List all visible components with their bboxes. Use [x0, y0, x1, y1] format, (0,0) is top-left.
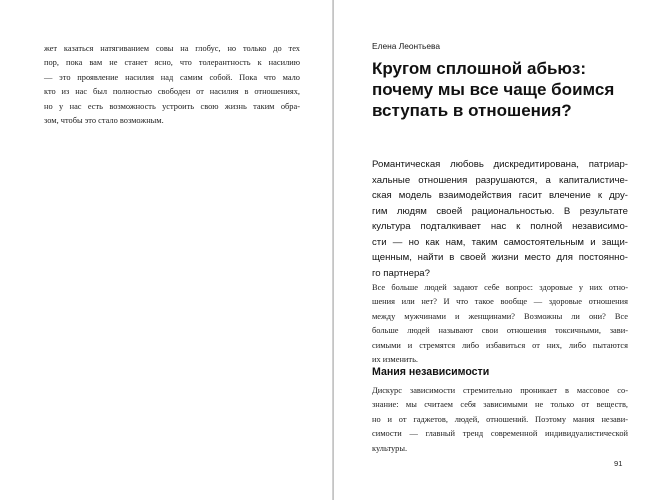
text-line: больше людей называют свои отношения токсичными, зави- — [372, 326, 628, 336]
text-line: культуры. — [372, 443, 408, 453]
lead-line: культура подталкивает нас к полной независимо- — [372, 221, 628, 232]
text-line: симости — главный тренд современной индивидуалистической — [372, 429, 628, 439]
title-line: вступать в отношения? — [372, 101, 572, 120]
lead-paragraph — [372, 157, 628, 281]
text-line: — это проявление насилия над самим собой. Пока что мало — [44, 72, 300, 82]
lead-line: Романтическая любовь дискредитирована, патриар- — [372, 159, 628, 170]
text-line: Дискурс зависимости стремительно проникает в массовое со- — [372, 386, 628, 395]
text-line: зом, чтобы это стало возможным. — [44, 116, 164, 126]
title-line: почему мы все чаще боимся — [372, 80, 615, 99]
lead-line: хальные отношения разрушаются, а капиталистиче- — [372, 174, 628, 186]
article-title — [372, 58, 614, 121]
lead-line: го партнера? — [372, 267, 430, 279]
text-line: их изменить. — [372, 355, 418, 365]
text-line: кто из нас был полностью свободен от насилия в отношениях, — [44, 87, 300, 97]
text-line: между мужчинами и женщинами? Возможны ли они? Все — [372, 311, 628, 321]
title-line: Кругом сплошной абьюз: — [372, 59, 587, 78]
text-line: шения или нет? И что такое вообще — здоровые отношения — [372, 297, 628, 307]
lead-line: сти — но как нам, таким самостоятельным и защи- — [372, 236, 628, 248]
lead-line: щенным, найти в своей жизни место для постоянно- — [372, 252, 628, 263]
section-heading: Мания независимости — [372, 366, 490, 378]
text-line: Все больше людей задают себе вопрос: здоровые у них отно- — [372, 283, 628, 292]
author-name: Елена Леонтьева — [372, 41, 441, 51]
text-line: симыми и стремятся либо избавиться от них, либо пытаются — [372, 340, 628, 350]
lead-line: ская модель взаимодействия гасит влечение к дру- — [372, 190, 628, 201]
body-paragraph-1 — [372, 281, 628, 367]
lead-line: гим людям своей рациональностью. В результате — [372, 205, 628, 217]
text-line: знание: мы считаем себя зависимыми не только от веществ, — [372, 400, 628, 410]
body-paragraph-2 — [372, 384, 628, 456]
text-line: но у нас есть возможность устроить свою жизнь таким обра- — [44, 101, 300, 111]
left-page-text — [44, 42, 300, 128]
page-number: 91 — [614, 459, 623, 468]
left-page — [0, 0, 332, 500]
text-line: но и от гаджетов, людей, отношений. Поэтому мания незави- — [372, 414, 628, 424]
text-line: жет казаться натягиванием совы на глобус, но только до тех — [44, 44, 300, 53]
text-line: пор, пока вам не станет ясно, что толерантность к насилию — [44, 58, 300, 68]
